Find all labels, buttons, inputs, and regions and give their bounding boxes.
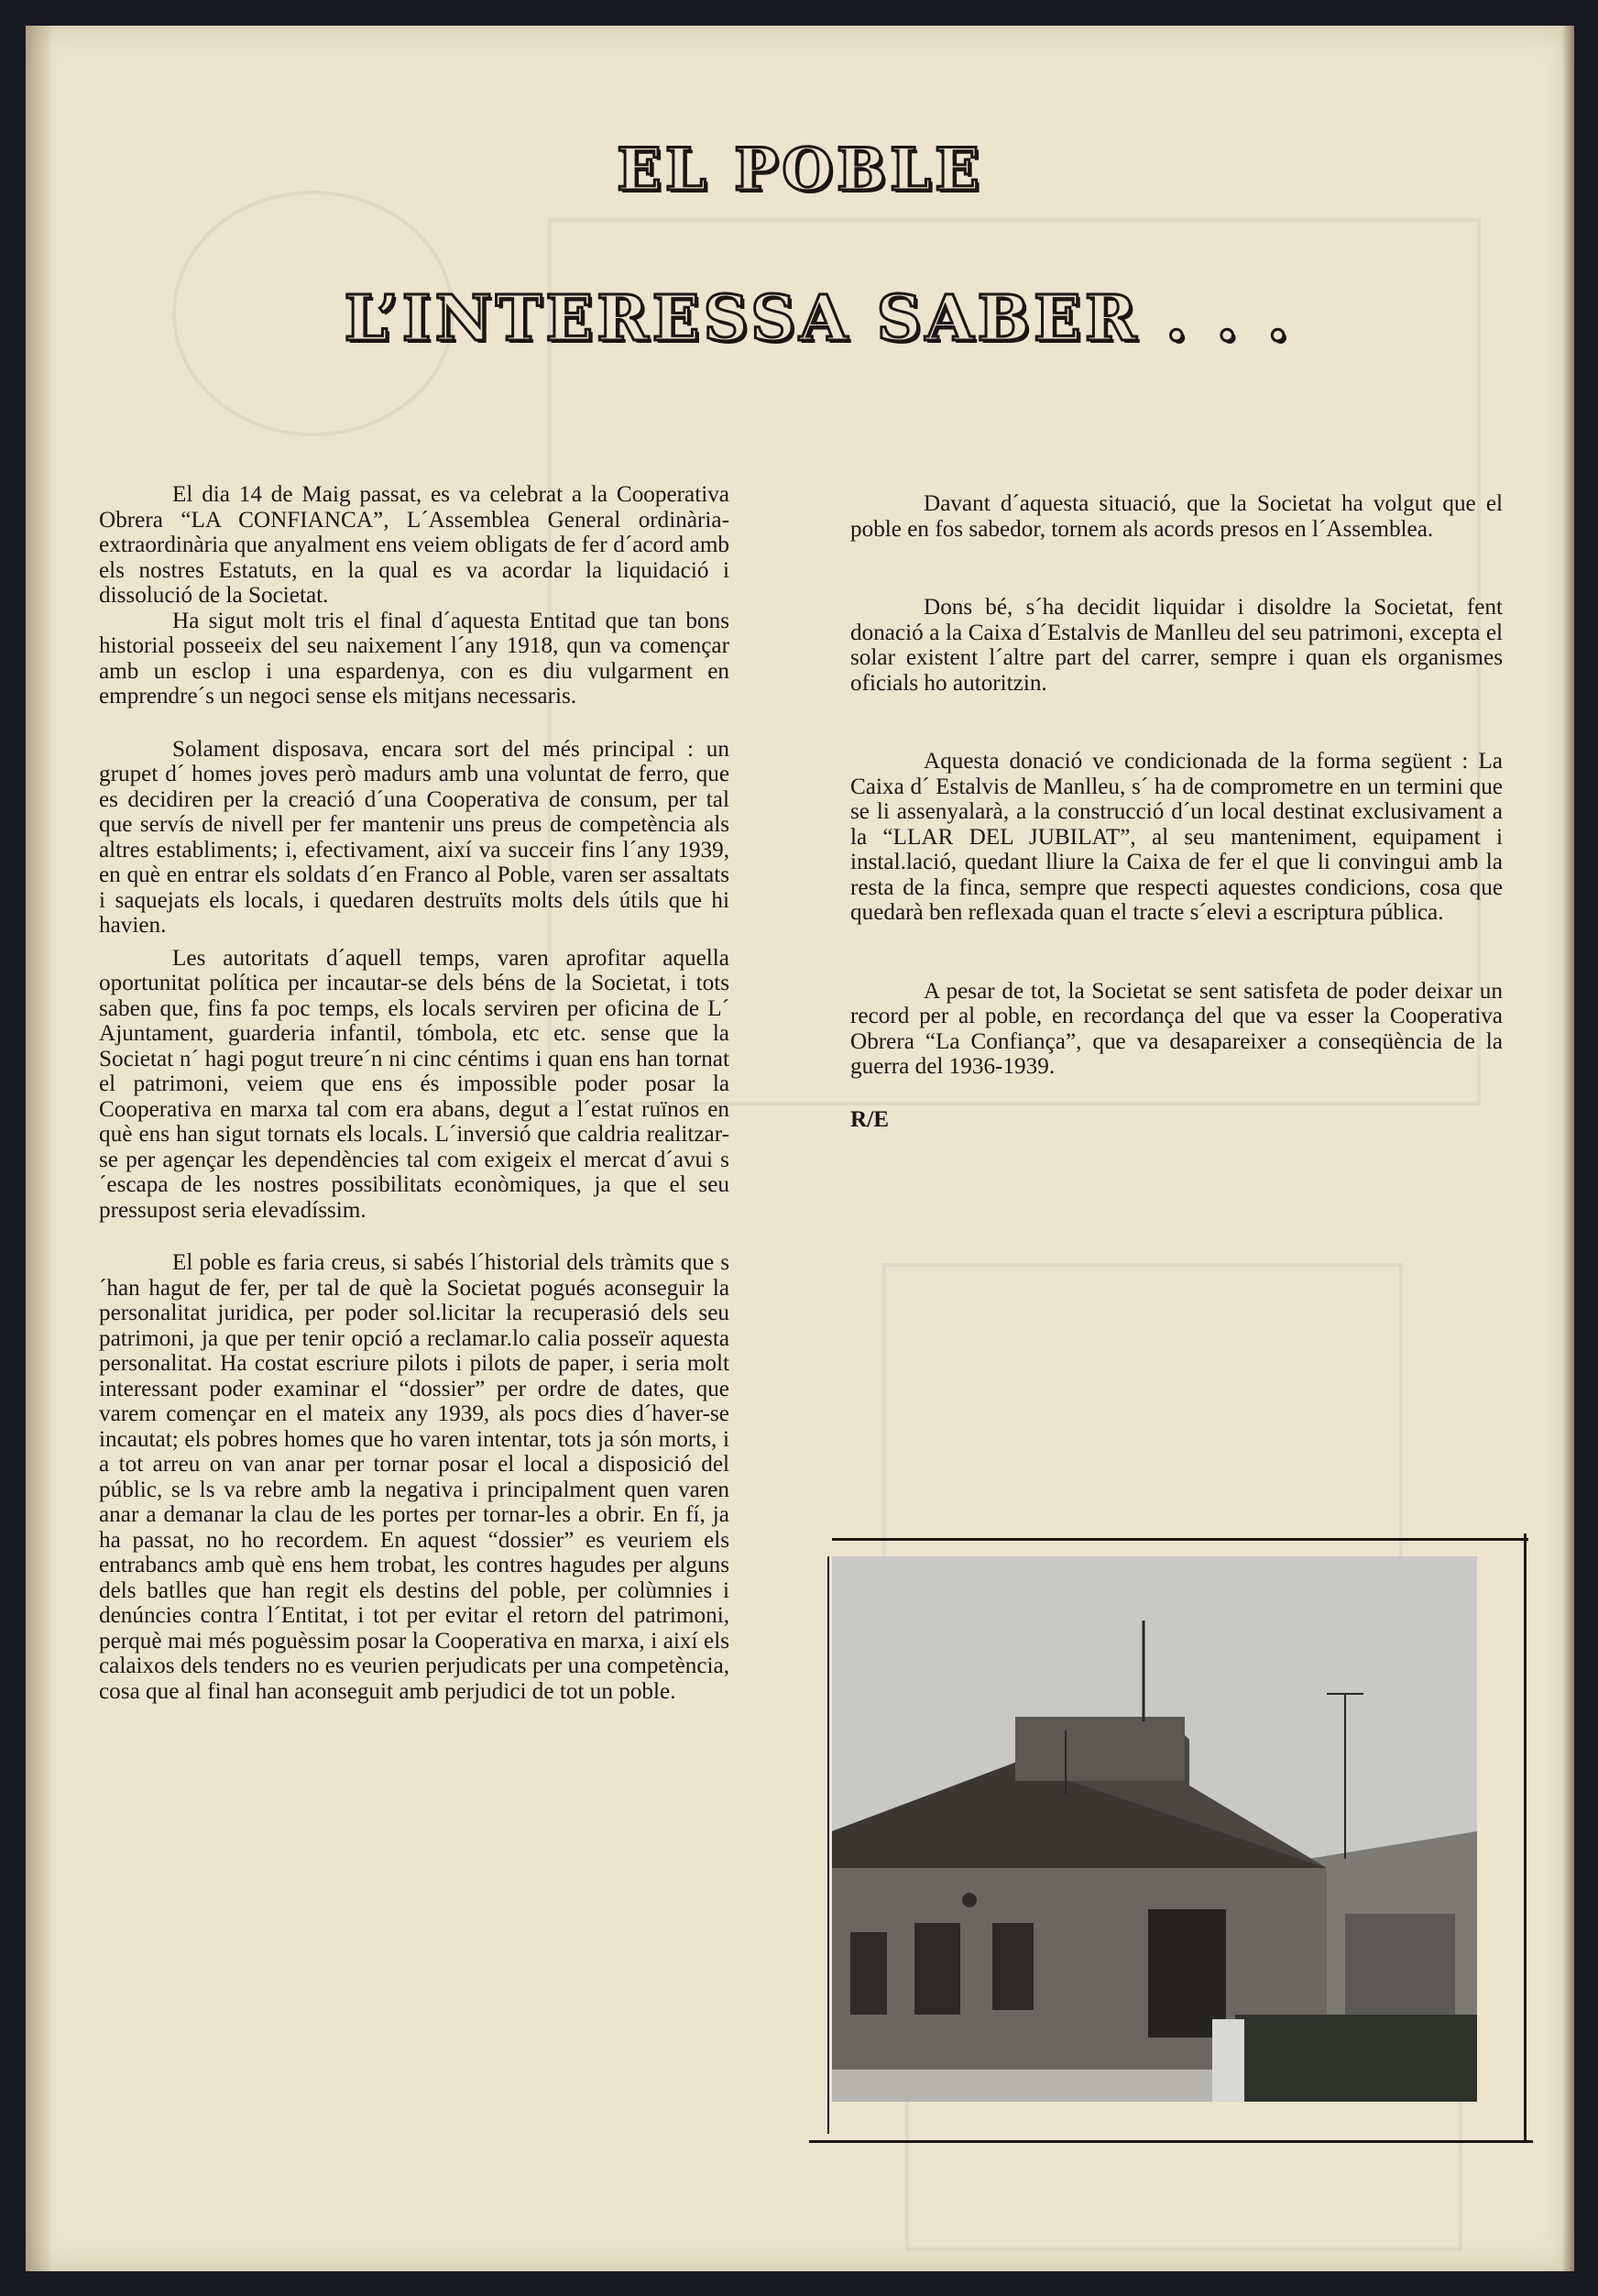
article-right-column bbox=[850, 491, 1503, 1132]
article-left-column bbox=[99, 482, 729, 1704]
paragraph: Ha sigut molt tris el final d´aquesta Entitad que tan bons historial posseeix del seu naixement l´any 1918, qun va començar amb un esclop i una espardenya, con es diu vulgarment en emprendre´s un negoci sense els mitjans necessaris. bbox=[99, 608, 729, 709]
page-edge-shadow bbox=[1561, 26, 1574, 2271]
paragraph: A pesar de tot, la Societat se sent satisfeta de poder deixar un record per al poble, en recordança del que va esser la Cooperativa Obrera “La Confiança”, que va desapareixer a conseqüència de la guerra del 1936-1939. bbox=[850, 978, 1503, 1079]
page-title-line1: EL POBLE bbox=[617, 136, 983, 204]
paragraph: Solament disposava, encara sort del més principal : un grupet d´ homes joves però madurs amb una voluntat de ferro, que es decidiren per la creació d´una Cooperativa de consum, per tal que servís de nivell per fer mantenir uns preus de competència als altres establiments; i, efectivament, així va succeir fins l´any 1939, en què en entrar els soldats d´en Franco al Poble, varen ser assaltats i saquejats els locals, i quedaren destruïts molts dels útils que hi havien. bbox=[99, 736, 729, 938]
paragraph: El poble es faria creus, si sabés l´historial dels tràmits que s´han hagut de fer, per tal de què la Societat pogués aconseguir la personalitat juridica, per poder sol.licitar la recuperasió dels seu patrimoni, ja que per tenir opció a reclamar.lo calia posseïr aquesta personalitat. Ha costat escriure pilots i pilots de paper, i seria molt interessant poder examinar el “dossier” per ordre de dates, que varem començar en el mateix any 1939, als pocs dies d´haver-se incautat; els pobres homes que ho varen intentar, tots ja són morts, i a tot arreu on van anar per tornar posar el local a disposició del públic, se ls va rebre amb la negativa i principalment quen varen anar a demanar la clau de les portes per tornar-les a obrir. En fí, ja ha passat, no ho recordem. En aquest “dossier” es veuriem els entrabancs amb què ens hem trobat, les contres hagudes per alguns dels batlles que han regit els destins del poble, per colùmnies i denúncies contra l´Entitat, i tot per evitar el retorn del patrimoni, perquè mai més poguèssim posar la Cooperativa en marxa, i així els calaixos dels tenders no es veurien perjudicats per una competència, cosa que al final han aconseguit amb perjudici de tot un poble. bbox=[99, 1250, 729, 1704]
paragraph: Dons bé, s´ha decidit liquidar i disoldre la Societat, fent donació a la Caixa d´Estalvis de Manlleu del seu patrimoni, excepta el solar existent l´altre part del carrer, sempre i quan els organismes oficials ho autoritzin. bbox=[850, 595, 1503, 696]
author-signature: R/E bbox=[850, 1106, 889, 1132]
paragraph: El dia 14 de Maig passat, es va celebrat a la Cooperativa Obrera “LA CONFIANCA”, L´Assemblea General ordinària- extraordinària que anyalment ens veiem obligats de fer d´acord amb els nostres Estatuts, en la qual es va acordar la liquidació i dissolució de la Societat. bbox=[99, 482, 729, 608]
paragraph: Les autoritats d´aquell temps, varen aprofitar aquella oportunitat política per incautar-se dels béns de la Societat, i tots saben que, fins fa poc temps, els locals serviren per oficina de L´ Ajuntament, guarderia infantil, tómbola, etc etc. sense que la Societat n´ hagi pogut treure´n ni cinc céntims i quan ens han tornat el patrimoni, veiem que ens és impossible poder posar la Cooperativa en marxa tal com era abans, degut a l´estat ruïnos en què ens han sigut tornats els locals. L´inversió que caldria realitzar-se per agençar les dependències tal com exigeix el mercat d´avui s´escapa de les nostres possibilitats econòmiques, ja que el seu pressupost seria elevadíssim. bbox=[99, 945, 729, 1223]
page-spine-shadow bbox=[26, 26, 53, 2271]
page-title-line2: L’INTERESSA SABER . . . bbox=[344, 282, 1293, 356]
magazine-page bbox=[26, 26, 1574, 2271]
paragraph: Aquesta donació ve condicionada de la forma següent : La Caixa d´ Estalvis de Manlleu, s´ ha de comprometre en un termini que se li assenyalarà, a la construcció d´un local destinat exclusivament a la “LLAR DEL JUBILAT”, al seu manteniment, equipament i instal.lació, quedant lliure la Caixa de fer el que li convingui amb la resta de la finca, sempre que respecti aquestes condicions, cosa que quedarà ben reflexada quan el tracte s´elevi a escriptura pública. bbox=[850, 749, 1503, 925]
building-photo-icon bbox=[832, 1556, 1477, 2102]
building-photo bbox=[832, 1556, 1477, 2102]
paragraph: Davant d´aquesta situació, que la Societat ha volgut que el poble en fos sabedor, tornem als acords presos en l´Assemblea. bbox=[850, 491, 1503, 542]
